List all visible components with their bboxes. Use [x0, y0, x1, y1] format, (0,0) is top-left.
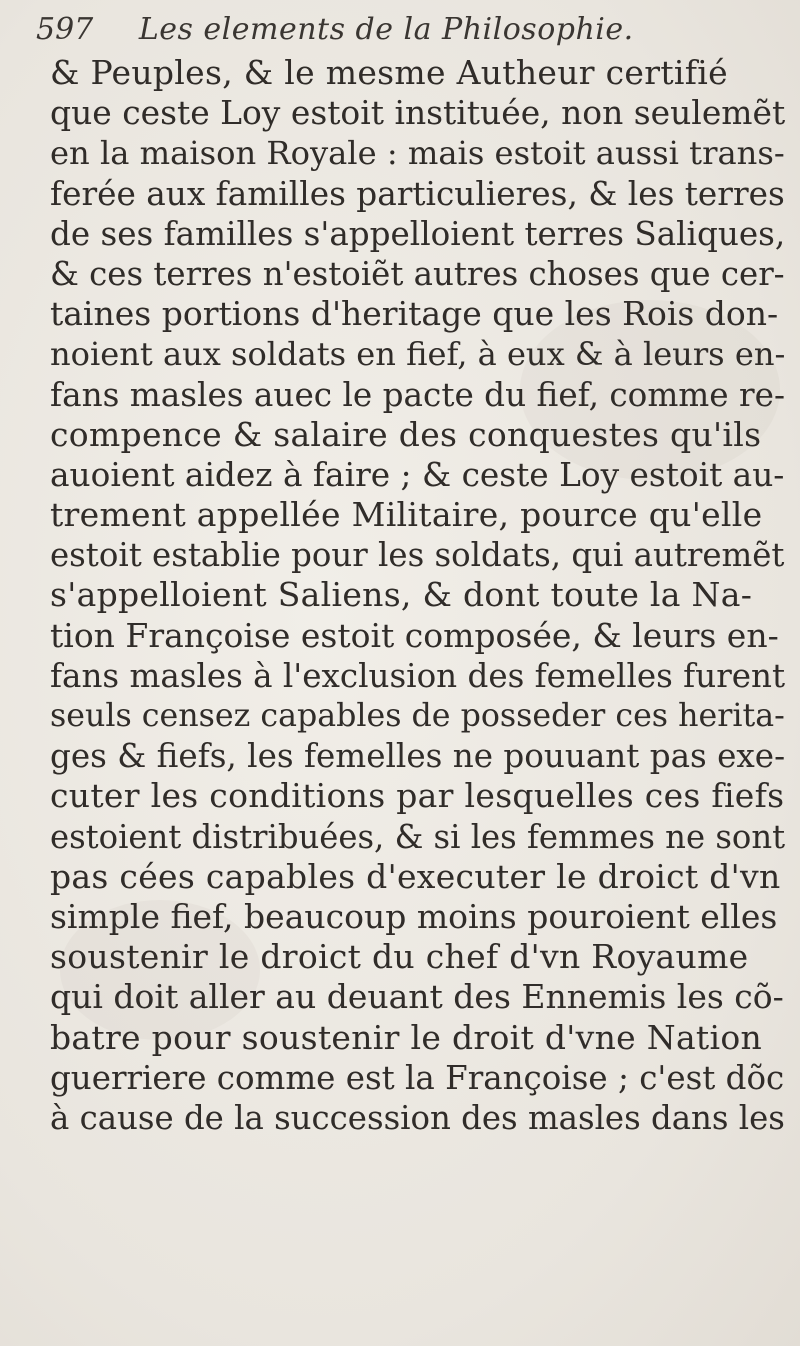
text-line: ferée aux familles particulieres, & les terres	[50, 174, 785, 213]
body-text	[50, 53, 790, 1138]
text-line: & Peuples, & le mesme Autheur certifié	[50, 53, 728, 92]
page-number: 597	[36, 12, 94, 47]
text-line: qui doit aller au deuant des Ennemis les cõ-	[50, 977, 784, 1017]
text-line: soustenir le droict du chef d'vn Royaume	[50, 937, 749, 977]
text-line: ges & fiefs, les femelles ne pouuant pas exe-	[50, 737, 786, 776]
text-line: simple fief, beaucoup moins pouroient elles	[50, 896, 778, 936]
text-line: en la maison Royale : mais estoit aussi trans-	[50, 134, 785, 173]
text-line: trement appellée Militaire, pource qu'elle	[50, 495, 763, 535]
text-line: batre pour soustenir le droit d'vne Nation	[50, 1017, 763, 1057]
text-line: tion Françoise estoit composée, & leurs en-	[50, 615, 779, 655]
text-line: que ceste Loy estoit instituée, non seulemẽt	[50, 93, 786, 133]
text-line: seuls censez capables de posseder ces herita-	[50, 698, 785, 734]
text-line: fans masles à l'exclusion des femelles furent	[50, 656, 786, 695]
text-line: auoient aidez à faire ; & ceste Loy estoit au-	[50, 455, 785, 494]
text-line: estoit establie pour les soldats, qui autremẽt	[50, 536, 785, 575]
text-line: s'appelloient Saliens, & dont toute la Na-	[50, 575, 753, 615]
text-line: guerriere comme est la Françoise ; c'est dõc	[50, 1058, 785, 1097]
text-line: & ces terres n'estoiẽt autres choses que cer-	[50, 254, 785, 293]
text-line: à cause de la succession des masles dans les	[50, 1098, 785, 1137]
text-line: pas cées capables d'executer le droict d'vn	[50, 856, 781, 896]
text-line: fans masles auec le pacte du fief, comme re-	[50, 375, 785, 414]
text-line: estoient distribuées, & si les femmes ne sont	[50, 817, 786, 856]
text-line: de ses familles s'appelloient terres Saliques,	[50, 214, 786, 253]
text-line: noient aux soldats en fief, à eux & à leurs en-	[50, 335, 786, 374]
text-line: cuter les conditions par lesquelles ces fiefs	[50, 776, 785, 816]
running-title: Les elements de la Philosophie.	[138, 12, 634, 47]
text-line: taines portions d'heritage que les Rois don-	[50, 294, 779, 334]
text-line: compence & salaire des conquestes qu'ils	[50, 414, 762, 454]
page-header	[36, 10, 776, 50]
